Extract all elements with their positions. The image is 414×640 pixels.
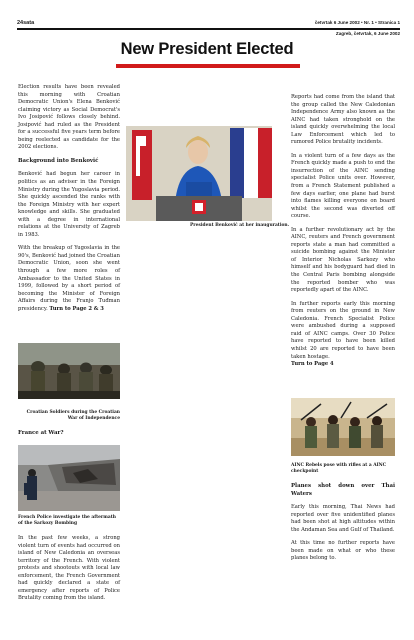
president-photo [126,126,272,221]
planes-paragraph-1: Early this morning, Thai News had reported over five unidentified planes had been shot at high altitudes within the Andaman Sea and Gulf of Thailand. [291,504,395,533]
right-paragraph-1: Reports had come from the island that the group called the New Caledonian Independence Army also known as the AINC had taken stronghold on the island quickly overwhelming the local Law Enforcement which led to rumored Police brutality incidents. [291,94,395,146]
soldiers-photo [18,343,120,399]
bombing-image [18,445,120,511]
rebels-caption: AINC Rebels pose with rifles at a AINC checkpoint [291,463,387,475]
rebels-image [291,398,395,456]
masthead-rule [17,28,400,30]
paper-name: 24sata [17,20,35,26]
background-paragraph-2-text: With the breakup of Yugoslavia in the 90's, Benković had joined the Croatian Democratic Union, soon she went through a few more roles of Ambassador to the United States in 1999, followed by a short period of becoming the Minister of Foreign Affairs during the Franjo Tuđman presidency. [18,245,120,312]
president-photo-caption: President Benković at her inauguration. [190,223,290,228]
left-column-bottom [18,535,120,609]
turn-to-page-4[interactable]: Turn to Page 4 [291,361,334,368]
right-paragraph-2: In a violent turn of a few days as the French quickly made a push to end the insurrection of the AINC sending specialist Police units over. However, from a French Statement published a few days earlier, one plane had burst into flames killing everyone on board whilst the second was diverted off course. [291,152,395,220]
soldiers-image [18,343,120,399]
issue-line: četvrtak 6 June 2002 • Nr. 1 • Stranica 1 [314,20,400,25]
france-heading: France at War? [18,430,64,436]
planes-paragraph-2: At this time no further reports have been made on what or who these planes belong to. [291,540,395,562]
background-paragraph-2 [18,245,120,313]
headline-underline [116,64,300,68]
intro-paragraph: Election results have been revealed this morning with Croatian Democratic Union's Elena Benković claiming victory as Social Democrat's Ivo Josipović follows closely behind. Josipović had ruled as the President for a successful five years term before being reelected as candidate for the 2002 elections. [18,84,120,151]
background-heading: Background into Benković [18,157,99,164]
soldiers-caption: Croatian Soldiers during the Croatian War of Independence [26,410,120,422]
president-image [126,126,272,221]
turn-to-page-2-3[interactable]: Turn to Page 2 & 3 [49,305,104,312]
france-paragraph-1: In the past few weeks, a strong violent turn of events had occurred on island of New Caledonia an overseas territory of the French. With violent protests and shootouts with local law enforcement, the French Government had quickly declared a state of emergency after reports of Police Brutality coming from the island. [18,535,120,602]
planes-heading: Planes shot down over Thai Waters [291,483,395,497]
headline: New President Elected [120,40,294,58]
left-column-top [18,84,120,319]
right-paragraph-4: In further reports early this morning from reuters on the ground in New Caledonia. French Specialist Police were ambushed during a supposed raid of AINC camps. Over 30 Police have reported to have been killed whilst 20 are reported to have been taken hostage. [291,300,395,360]
right-column-top [291,94,395,375]
bombing-photo [18,445,120,511]
right-column-bottom [291,483,395,569]
bombing-caption: French Police investigate the aftermath of the Sarkozy Bombing [18,515,116,527]
rebels-photo [291,398,395,456]
dateline: Zagreb, četvrtak, 6 June 2002 [335,31,400,36]
right-paragraph-3: In a further revolutionary act by the AINC, reuters and French government reports state a man had committed a suicide bombing against the Minister of Interior Nicholas Sarkozy who himself and his bodyguard had died in the Central Paris bombing alongside the reported bomber who was reportedly apart of the AINC. [291,226,395,294]
france-heading-block [18,430,120,444]
background-paragraph-1: Benković had begun her career in politics as an adviser in the Foreign Ministry during the Yugoslavia period. She quickly ascended the ranks with the Foreign Ministry with her expert knowledge and skills. She graduated with a degree in international relations at the University of Zagreb in 1983. [18,171,120,238]
